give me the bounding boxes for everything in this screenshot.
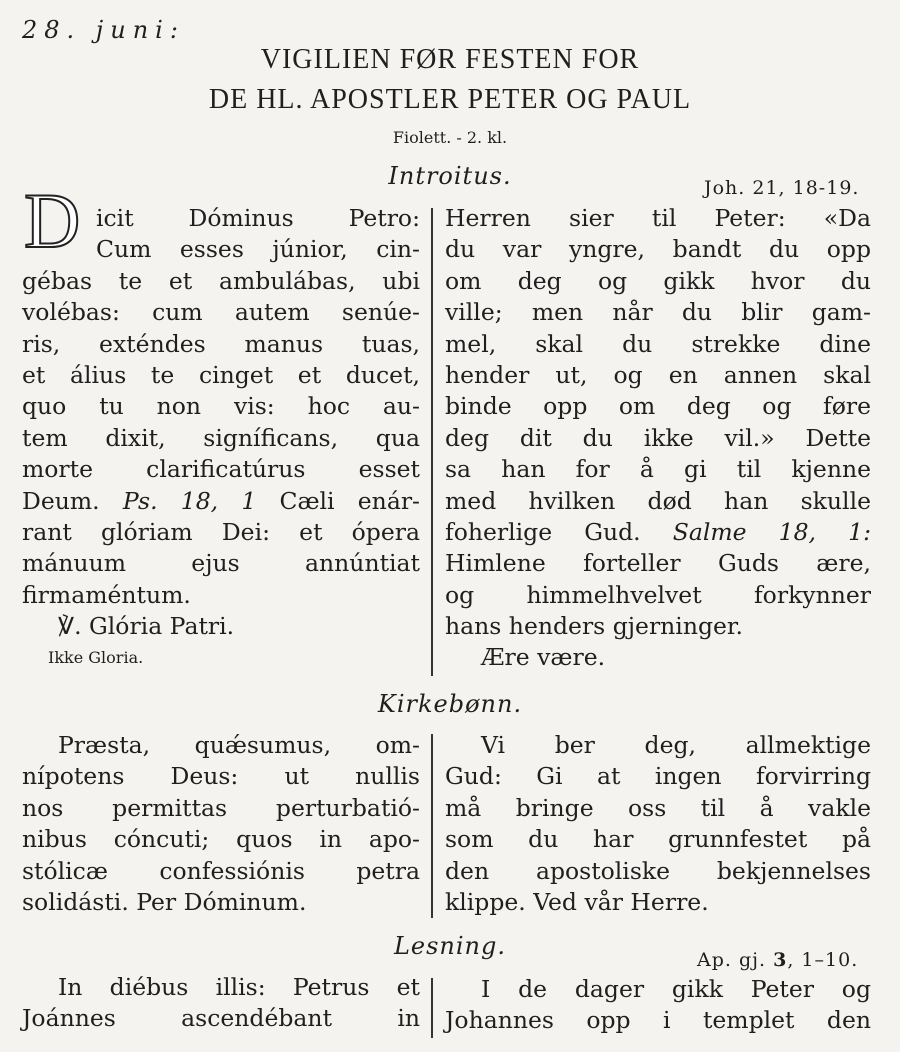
text-line: volébas: cum autem senúe- bbox=[22, 298, 420, 327]
text-line: hans henders gjerninger. bbox=[445, 612, 744, 641]
text-line: mánuum ejus annúntiat bbox=[22, 549, 420, 578]
text-line: mel, skal du strekke dine bbox=[445, 329, 871, 358]
text-fragment: Ap. gj. bbox=[697, 949, 774, 971]
lesning-heading: Lesning. bbox=[393, 932, 507, 960]
text-line: Joánnes ascendébant in bbox=[22, 1004, 420, 1033]
page-date: 28. juni: bbox=[22, 16, 185, 44]
kirkebonn-heading: Kirkebønn. bbox=[377, 690, 523, 718]
column-divider bbox=[431, 978, 433, 1038]
text-line: om deg og gikk hvor du bbox=[445, 266, 871, 295]
text-line: tem dixit, signíficans, qua bbox=[22, 423, 420, 452]
text-line: Cum esses júnior, cin- bbox=[96, 235, 420, 264]
introitus-latin-column bbox=[22, 203, 420, 673]
text-line: Gud: Gi at ingen forvirring bbox=[445, 762, 871, 791]
psalm-reference: Salme 18, 1: bbox=[672, 517, 871, 546]
lesning-latin-column bbox=[22, 972, 420, 1035]
text-line: gébas te et ambulábas, ubi bbox=[22, 266, 420, 295]
versicle-gloria: ℣. Glória Patri. bbox=[58, 612, 235, 641]
chapter-number: 3 bbox=[773, 949, 788, 971]
text-line: Vi ber deg, allmektige bbox=[481, 731, 871, 759]
text-line: solidásti. Per Dóminum. bbox=[22, 887, 307, 916]
psalm-reference: Ps. 18, 1 bbox=[122, 486, 257, 515]
introitus-norwegian-column bbox=[445, 203, 871, 674]
text-line: deg dit du ikke vil.» Dette bbox=[445, 423, 871, 452]
text-line: rant glóriam Dei: et ópera bbox=[22, 517, 420, 546]
text-line: hender ut, og en annen skal bbox=[445, 360, 871, 389]
text-line: og himmelhvelvet forkynner bbox=[445, 580, 871, 609]
lesning-norwegian-column bbox=[445, 974, 871, 1037]
text-line-gloria: Ære være. bbox=[481, 643, 606, 672]
text-line-psalm bbox=[22, 486, 420, 517]
page-title-line-1: VIGILIEN FØR FESTEN FOR bbox=[260, 44, 640, 75]
text-line: icit Dóminus Petro: bbox=[96, 204, 420, 232]
text-line-psalm bbox=[445, 517, 871, 548]
text-line: stólicæ confessiónis petra bbox=[22, 856, 420, 885]
text-line: sa han for å gi til kjenne bbox=[445, 455, 871, 484]
drop-cap-letter: D bbox=[24, 177, 81, 264]
text-line: med hvilken død han skulle bbox=[445, 486, 871, 515]
text-line: klippe. Ved vår Herre. bbox=[445, 887, 709, 916]
text-line: nos permittas perturbatió- bbox=[22, 793, 420, 822]
text-line: må bringe oss til å vakle bbox=[445, 793, 871, 822]
text-line: et álius te cinget et ducet, bbox=[22, 360, 420, 389]
text-line: ville; men når du blir gam- bbox=[445, 298, 871, 327]
text-line: den apostoliske bekjennelses bbox=[445, 856, 871, 885]
text-line: morte clarificatúrus esset bbox=[22, 455, 420, 484]
text-line: In diébus illis: Petrus et bbox=[58, 973, 420, 1001]
text-fragment: , 1–10. bbox=[787, 949, 859, 971]
text-line: I de dager gikk Peter og bbox=[481, 975, 871, 1003]
text-line: binde opp om deg og føre bbox=[445, 392, 871, 421]
kirkebonn-norwegian-column bbox=[445, 730, 871, 918]
column-divider bbox=[431, 734, 433, 918]
text-line: Herren sier til Peter: «Da bbox=[445, 204, 871, 232]
text-line: du var yngre, bandt du opp bbox=[445, 235, 871, 264]
text-line: Johannes opp i templet den bbox=[445, 1006, 871, 1035]
text-fragment: foherlige Gud. bbox=[445, 517, 673, 546]
text-line: Præsta, quǽsumus, om- bbox=[58, 731, 420, 759]
column-divider bbox=[431, 208, 433, 676]
text-line: Himlene forteller Guds ære, bbox=[445, 549, 871, 578]
kirkebonn-latin-column bbox=[22, 730, 420, 918]
text-line: nibus cóncuti; quos in apo- bbox=[22, 825, 420, 854]
text-line: som du har grunnfestet på bbox=[445, 825, 871, 854]
lesning-reference bbox=[697, 949, 858, 971]
text-line: ris, exténdes manus tuas, bbox=[22, 329, 420, 358]
page-title-line-2: DE HL. APOSTLER PETER OG PAUL bbox=[208, 84, 692, 115]
text-fragment: Deum. bbox=[22, 486, 123, 515]
text-fragment: Cæli enár- bbox=[256, 486, 420, 515]
text-line: firmaméntum. bbox=[22, 580, 191, 609]
introitus-heading: Introitus. bbox=[388, 162, 512, 190]
introitus-reference: Joh. 21, 18-19. bbox=[704, 177, 860, 199]
liturgical-rank: Fiolett. - 2. kl. bbox=[392, 128, 508, 147]
rubric-note: Ikke Gloria. bbox=[48, 648, 144, 668]
text-line: nípotens Deus: ut nullis bbox=[22, 762, 420, 791]
text-line: quo tu non vis: hoc au- bbox=[22, 392, 420, 421]
